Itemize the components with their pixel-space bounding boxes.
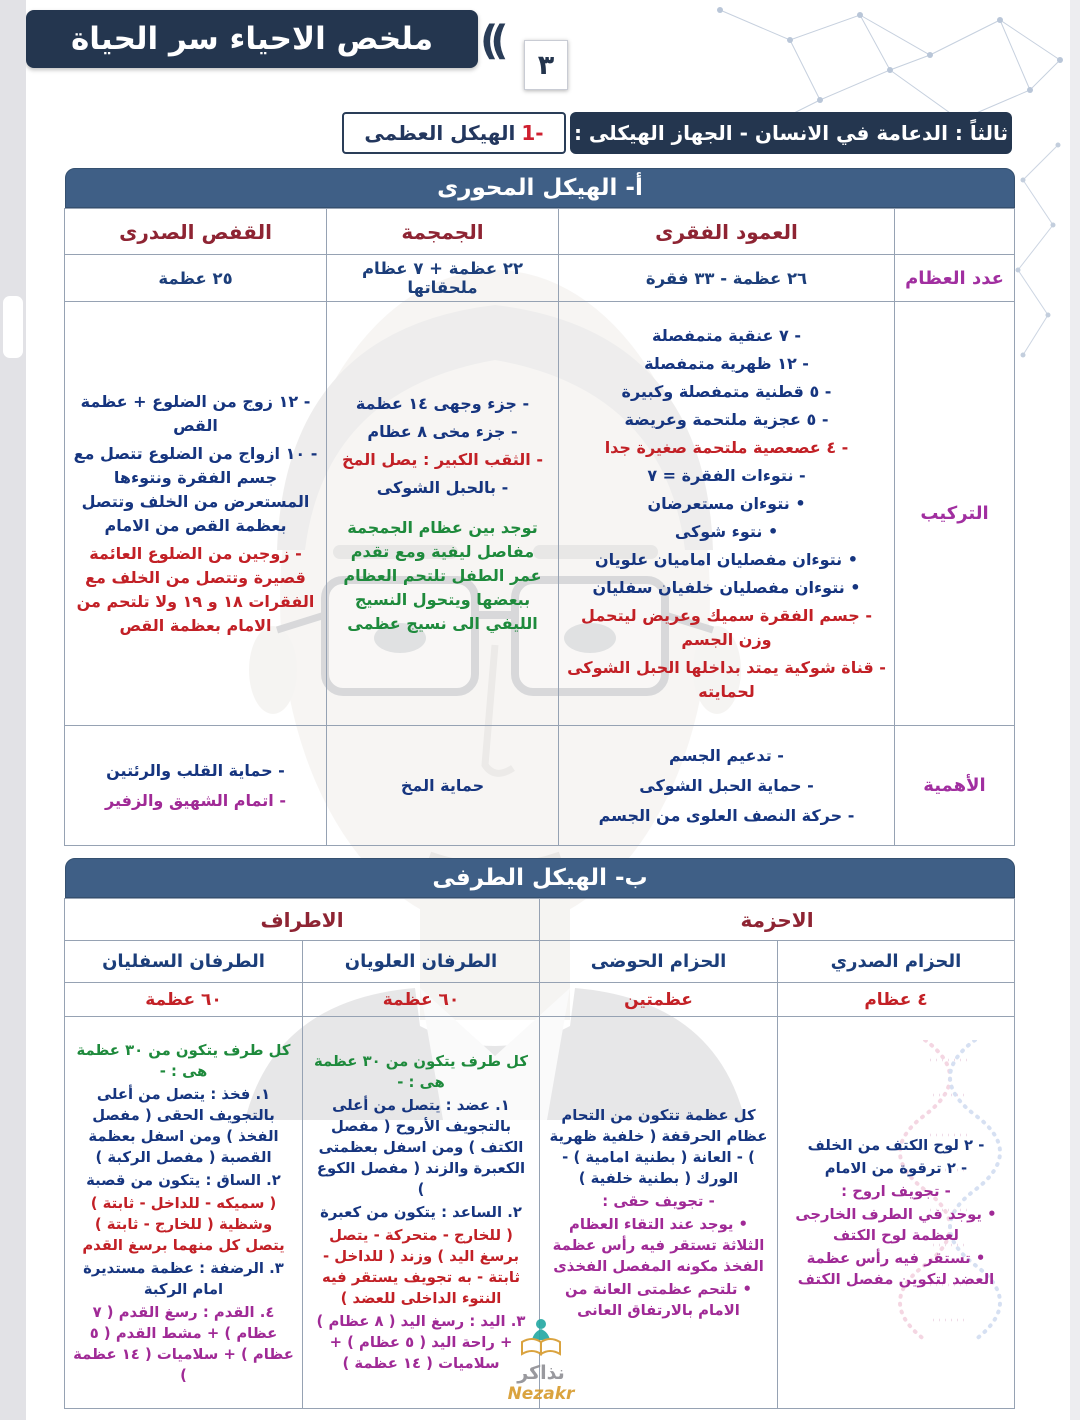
text-line: - حماية الحبل الشوكى [639, 775, 814, 795]
text-line: - الثقب الكبير : يصل المخ [342, 449, 543, 469]
appendicular-table-title: ب- الهيكل الطرفى [65, 858, 1015, 898]
ribs-bone-count: ٢٥ عظمة [65, 255, 327, 302]
document-title-banner [26, 10, 478, 68]
lower-limbs-bone-count: ٦٠ عظمة [65, 983, 303, 1017]
text-line: • نتوء شوكى [674, 521, 779, 541]
text-line: كل طرف يتكون من ٣٠ عظمة هى : - [314, 1053, 528, 1091]
table-row [65, 726, 1015, 846]
text-line: - جسم الفقرة سميك وعريض ليتحمل وزن الجسم [581, 605, 872, 649]
axial-table-title: أ- الهيكل المحورى [65, 168, 1015, 208]
text-line: - جزء وجهى ١٤ عظمة [355, 393, 530, 413]
text-line: كل طرف يتكون من ٣٠ عظمة هى : - [76, 1041, 291, 1080]
skull-importance-cell [327, 726, 559, 846]
pelvic-bone-count: عظمتين [540, 983, 778, 1017]
text-line: حماية المخ [400, 775, 485, 795]
text-line: - ٥ عجزية ملتحمة وعريضة [624, 409, 829, 429]
scan-edge-right [1070, 0, 1080, 1420]
text-line: - ١٠ ازواج من الضلوع تتصل مع جسم الفقرة ونتوءها المستعرض من الخلف وتتصل بعظمة القص من الامام [73, 443, 318, 535]
axial-skeleton-table [64, 208, 1015, 846]
column-header-pelvic-girdle: الحزام الحوضى [540, 941, 778, 983]
page-number: ٣ [524, 40, 568, 90]
text-line: - تدعيم الجسم [669, 745, 784, 765]
subsection-title [342, 112, 566, 154]
text-line: - اتمام الشهيق والزفير [105, 790, 286, 810]
ribs-structure-cell [65, 302, 327, 726]
text-line: ٢. الساعد : يتكون من كعبرة [320, 1204, 522, 1221]
column-header-lower-limbs: الطرفان السفليان [65, 941, 303, 983]
text-line: • نتوءان مفصليان خلفيان سفليان [592, 577, 861, 597]
text-line: ٤. القدم : رسغ القدم ( ٧ عظام ) + مشط القدم ( ٥ عظام ) + سلاميات ( ١٤ عظمة ) [73, 1303, 294, 1384]
section-title-row [342, 112, 1012, 154]
subsection-text: الهيكل العظمى [364, 121, 516, 145]
text-line: كل عظمة تتكون من التحام عظام الحرقفة ( خلفية ظهرية ) - العانة ( بطنية امامية ) - الورك ( بطنية خلفية ) [549, 1106, 768, 1187]
text-line: • يوجد في الطرف الخارجى لعظمة لوح الكتف [795, 1206, 997, 1244]
text-line: - تجويف حقى : [602, 1192, 715, 1210]
lower-limbs-cell [65, 1017, 303, 1409]
text-line: - ١٢ زوج من الضلوع + عظمة القص [80, 391, 311, 435]
group-header-limbs: الاطراف [65, 899, 540, 941]
watermark [476, 1316, 606, 1404]
spine-importance-cell [559, 726, 895, 846]
text-line: - ٢ ترقوة من الامام [824, 1160, 968, 1177]
column-header-spine: العمود الفقرى [559, 209, 895, 255]
watermark-arabic: نذاكر [517, 1362, 565, 1384]
column-header-ribs: القفص الصدرى [65, 209, 327, 255]
row-label-bone-count: عدد العظام [895, 255, 1015, 302]
skull-structure-cell [327, 302, 559, 726]
scan-edge-left [0, 0, 26, 1420]
text-line: - جزء مخى ٨ عظام [367, 421, 518, 441]
row-label-structure: التركيب [895, 302, 1015, 726]
skull-bone-count: ٢٢ عظمة + ٧ عظام ملحقاتها [327, 255, 559, 302]
text-line: - ١٢ ظهرية متمفصلة [644, 353, 809, 373]
table-row [65, 983, 1015, 1017]
column-header-skull: الجمجمة [327, 209, 559, 255]
column-header-pectoral-girdle: الحزام الصدري [778, 941, 1015, 983]
upper-limbs-bone-count: ٦٠ عظمة [303, 983, 540, 1017]
subsection-number: 1- [521, 121, 544, 145]
document-title: ملخص الاحياء سر الحياة [70, 21, 434, 57]
text-line: ٢. الساق : يتكون من قصبة [86, 1171, 281, 1189]
watermark-logo-icon [518, 1316, 564, 1358]
corner-cell [895, 209, 1015, 255]
decorative-brackets-icon: (( [480, 18, 501, 64]
ribs-importance-cell [65, 726, 327, 846]
text-line: • تلتحم عظمتى العانة من الامام بالارتفاق العانى [565, 1280, 752, 1319]
spine-structure-cell [559, 302, 895, 726]
text-line: - بالحبل الشوكى [376, 477, 509, 497]
text-line: - حركة النصف العلوى من الجسم [598, 805, 855, 825]
text-line: - ٥ قطنية متمفصلة وكبيرة [621, 381, 832, 401]
text-line: - تجويف اروح : [841, 1183, 951, 1200]
text-line: • يوجد عند التقاء العظام الثلاثة تستقر فيه رأس عظمة الفخذ مكونه المفصل الفخذى [552, 1215, 765, 1275]
text-line: • نتوءان مستعرضان [647, 493, 806, 513]
text-line: • نتوءان مفصليان اماميان علويان [595, 549, 858, 569]
pectoral-bone-count: ٤ عظام [778, 983, 1015, 1017]
pectoral-girdle-cell [778, 1017, 1015, 1409]
table-row [65, 255, 1015, 302]
table-row [65, 209, 1015, 255]
column-header-upper-limbs: الطرفان العلويان [303, 941, 540, 983]
text-line: - نتوءات الفقرة = ٧ [647, 465, 806, 485]
text-line: ١. فخذ : يتصل من أعلى بالتجويف الحقى ( مفصل الفخذ ) ومن اسفل بعظمة القصبة ( مفصل الركبة ) [88, 1085, 279, 1166]
text-line: - ٧ عنقية متمفصلة [651, 325, 801, 345]
axial-skeleton-section [65, 168, 1015, 846]
watermark-latin: Nezakr [507, 1384, 575, 1404]
text-line: - قناة شوكية يمتد بداخلها الحبل الشوكى لحمايته [567, 657, 886, 701]
group-header-girdles: الاحزمة [540, 899, 1015, 941]
text-line: - حماية القلب والرئتين [106, 760, 285, 780]
scan-artifact [3, 296, 23, 358]
row-label-importance: الأهمية [895, 726, 1015, 846]
section-title: ثالثاً : الدعامة في الانسان - الجهاز الهيكلى : [570, 112, 1012, 154]
text-line: ( سميكه - للداخل - ثابتة ) وشظية ( للخارج - ثابتة ) يتصل كل منهما برسغ القدم [82, 1194, 285, 1254]
text-line: ٣. اليد : رسغ اليد ( ٨ عظام ) + راحة اليد ( ٥ عظام ) + سلاميات ( ١٤ عظمة ) [316, 1313, 526, 1372]
text-line: - زوجين من الضلوع العائمة قصيرة وتتصل من الخلف مع الفقرات ١٨ و ١٩ ولا تلتحم من الامام بعظمة القص [76, 543, 315, 635]
text-line: ٣. الرضفة : عظمة مستديرة امام الركبة [83, 1259, 284, 1298]
text-line: توجد بين عظام الجمجمة مفاصل ليفية ومع تقدم عمر الطفل تلتحم العظام ببعضها ويتحول النسيج الليفي الى نسيج عظمى [343, 517, 542, 633]
text-line: ١. عضد : يتصل من أعلى بالتجويف الأروح ( مفصل الكتف ) ومن اسفل بعظمتى الكعبرة والزند ( مفصل الكوع ) [316, 1097, 526, 1198]
table-row [65, 941, 1015, 983]
table-row [65, 899, 1015, 941]
spine-bone-count: ٢٦ عظمة - ٣٣ فقرة [559, 255, 895, 302]
table-row [65, 302, 1015, 726]
text-line: ( للخارج - متحركة - يتصل برسغ اليد ) وزند ( للداخل - ثابتة - به تجويف يستقر فيه النتوء الداخلى للعضد ) [322, 1227, 520, 1307]
text-line: - ٢ لوح الكتف من الخلف [807, 1137, 985, 1154]
text-line: • تستقر فيه رأس عظمة العضد لتكوين مفصل الكتف [797, 1250, 995, 1288]
text-line: - ٤ عصعصية ملتحمة صغيرة جدا [604, 437, 849, 457]
